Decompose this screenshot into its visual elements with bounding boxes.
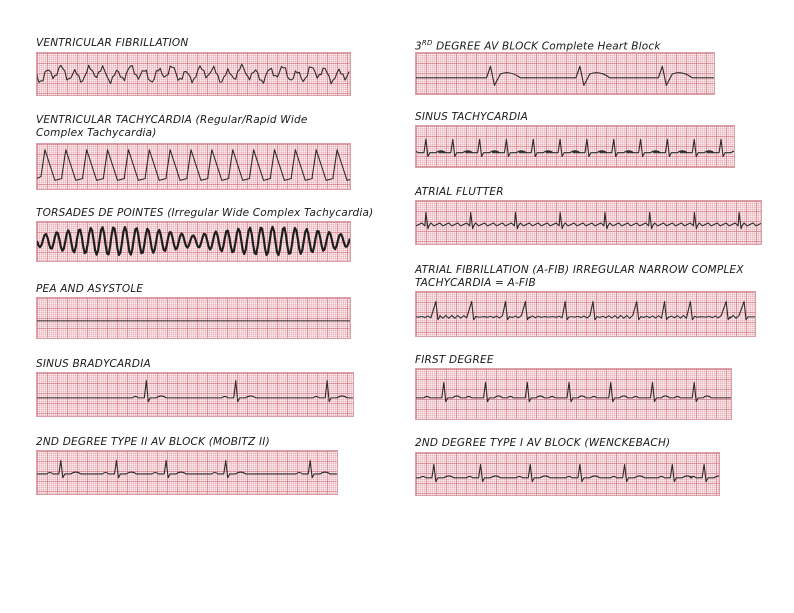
first-degree-strip	[415, 368, 732, 420]
vtach-strip	[36, 143, 351, 190]
pea-strip	[36, 297, 351, 339]
vfib-strip	[36, 52, 351, 96]
afib-label: ATRIAL FIBRILLATION (A-FIB) IRREGULAR NARROW COMPLEX TACHYCARDIA = A-FIB	[415, 264, 744, 289]
first-degree-label: FIRST DEGREE	[415, 354, 494, 366]
mobitz2-strip	[36, 450, 338, 495]
vfib-label: VENTRICULAR FIBRILLATION	[36, 37, 189, 49]
wenckebach-strip	[415, 452, 720, 496]
sinus-tach-label: SINUS TACHYCARDIA	[415, 111, 528, 123]
vtach-label: VENTRICULAR TACHYCARDIA (Regular/Rapid Wide Complex Tachycardia)	[36, 114, 308, 139]
sinus-tach-strip	[415, 125, 735, 168]
mobitz2-label: 2ND DEGREE TYPE II AV BLOCK (MOBITZ II)	[36, 436, 270, 448]
wenckebach-label: 2ND DEGREE TYPE I AV BLOCK (WENCKEBACH)	[415, 437, 671, 449]
aflutter-label: ATRIAL FLUTTER	[415, 186, 504, 198]
afib-strip	[415, 291, 756, 337]
torsades-label: TORSADES DE POINTES (Irregular Wide Complex Tachycardia)	[36, 207, 374, 219]
aflutter-strip	[415, 200, 762, 245]
torsades-strip	[36, 221, 351, 262]
pea-label: PEA AND ASYSTOLE	[36, 283, 144, 295]
sinus-brady-label: SINUS BRADYCARDIA	[36, 358, 151, 370]
third-degree-label: 3RD DEGREE AV BLOCK Complete Heart Block	[415, 39, 661, 53]
sinus-brady-strip	[36, 372, 354, 417]
third-degree-strip	[415, 52, 715, 95]
